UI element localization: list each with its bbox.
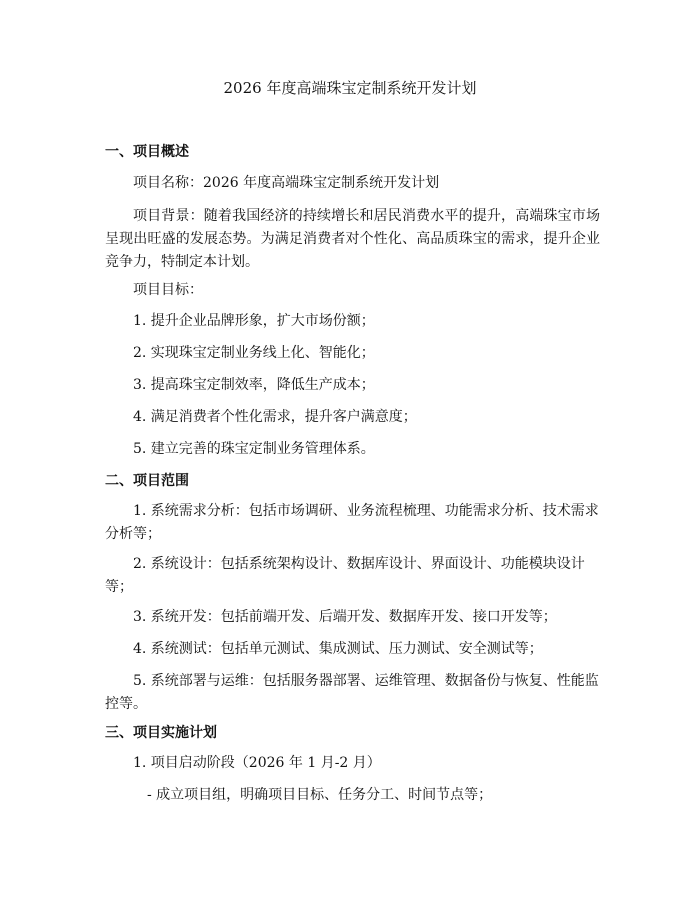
project-name-paragraph: 项目名称：2026 年度高端珠宝定制系统开发计划 [133,175,440,191]
goal-item: 2. 实现珠宝定制业务线上化、智能化； [133,345,375,361]
goal-item: 3. 提高珠宝定制效率，降低生产成本； [133,377,375,393]
scope-item: 4. 系统测试：包括单元测试、集成测试、压力测试、安全测试等； [133,641,543,657]
scope-item: 2. 系统设计：包括系统架构设计、数据库设计、界面设计、功能模块设计等； [105,556,585,595]
section-heading-overview: 一、项目概述 [105,144,189,160]
implementation-sub-item: - 成立项目组，明确项目目标、任务分工、时间节点等； [147,787,493,803]
document-title: 2026 年度高端珠宝定制系统开发计划 [223,79,477,97]
section-heading-implementation: 三、项目实施计划 [105,725,217,741]
goal-item: 5. 建立完善的珠宝定制业务管理体系。 [133,441,375,457]
project-goals-label: 项目目标： [133,282,203,298]
scope-item: 5. 系统部署与运维：包括服务器部署、运维管理、数据备份与恢复、性能监控等。 [105,673,599,712]
goal-item: 4. 满足消费者个性化需求，提升客户满意度； [133,409,417,425]
goal-item: 1. 提升企业品牌形象，扩大市场份额； [133,313,375,329]
project-background-paragraph: 项目背景：随着我国经济的持续增长和居民消费水平的提升，高端珠宝市场呈现出旺盛的发展态势。为满足消费者对个性化、高品质珠宝的需求，提升企业竞争力，特制定本计划。 [105,208,600,270]
implementation-item: 1. 项目启动阶段（2026 年 1 月-2 月） [133,755,381,771]
section-heading-scope: 二、项目范围 [105,473,189,489]
scope-item: 1. 系统需求分析：包括市场调研、业务流程梳理、功能需求分析、技术需求分析等； [105,503,599,542]
scope-item: 3. 系统开发：包括前端开发、后端开发、数据库开发、接口开发等； [133,609,557,625]
